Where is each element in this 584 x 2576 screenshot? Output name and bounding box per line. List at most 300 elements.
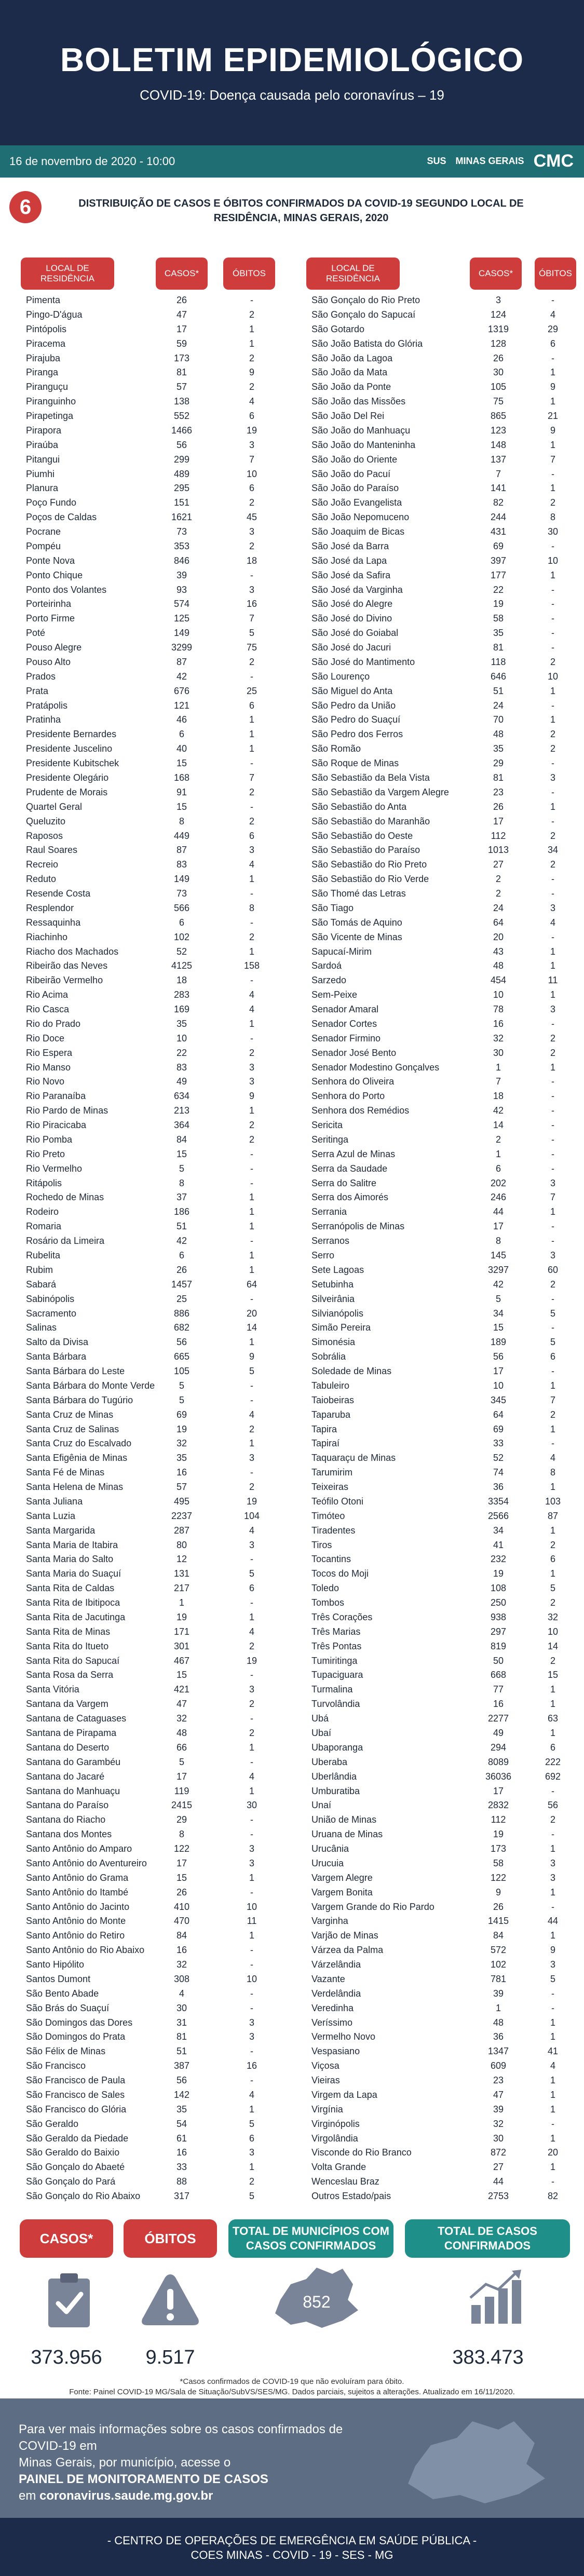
obitos-value: 2 (249, 309, 254, 320)
table-row (311, 1062, 581, 1073)
obitos-value: 3 (550, 772, 555, 783)
municipio-name: São Gotardo (311, 323, 365, 334)
obitos-value: 2 (550, 1539, 555, 1550)
obitos-value: 3 (249, 439, 254, 450)
municipio-name: São Geraldo do Baixio (26, 2147, 120, 2158)
obitos-value: 2 (550, 1655, 555, 1666)
obitos-value: 3 (249, 584, 254, 595)
obitos-value: 692 (545, 1771, 561, 1782)
casos-value: 244 (490, 512, 507, 523)
casos-value: 81 (493, 642, 504, 653)
casos-value: 33 (176, 2162, 187, 2173)
casos-value: 32 (176, 1438, 187, 1449)
casos-value: 295 (173, 483, 190, 494)
table-row (311, 932, 581, 942)
table-row (26, 541, 286, 551)
obitos-value: 2 (550, 1814, 555, 1825)
municipio-name: Tarumirim (311, 1467, 352, 1478)
municipio-name: São José da Barra (311, 540, 389, 551)
casos-value: 40 (176, 743, 187, 754)
obitos-value: 4 (550, 917, 555, 928)
table-row (26, 831, 286, 841)
municipio-name: Piranga (26, 367, 59, 378)
municipio-name: São José do Goiabal (311, 628, 399, 639)
municipio-name: Piranguinho (26, 396, 76, 407)
table-row (26, 758, 286, 768)
table-row (311, 1322, 581, 1333)
municipio-name: Raul Soares (26, 845, 78, 856)
municipio-name: Santa Rita de Minas (26, 1626, 111, 1637)
municipio-name: Santana da Vargem (26, 1699, 108, 1710)
table-row (311, 1540, 581, 1550)
obitos-value: - (551, 1120, 554, 1131)
table-row (311, 541, 581, 551)
casos-value: 49 (176, 1076, 187, 1087)
casos-value: 26 (493, 352, 504, 363)
casos-value: 31 (176, 2017, 187, 2028)
table-row (311, 1105, 581, 1116)
municipio-name: Pingo-D'água (26, 309, 83, 320)
table-row (311, 570, 581, 580)
municipio-name: Santo Antônio do Monte (26, 1916, 126, 1927)
casos-value: 17 (176, 323, 187, 334)
casos-value: 173 (173, 352, 190, 363)
table-row (26, 1800, 286, 1810)
casos-value: 149 (173, 874, 190, 885)
table-row (26, 599, 286, 609)
casos-value: 17 (493, 1221, 504, 1232)
municipio-name: Vazante (311, 1973, 345, 1984)
table-row (26, 1279, 286, 1290)
casos-value: 495 (173, 1496, 190, 1507)
municipio-name: Santa Efigênia de Minas (26, 1453, 128, 1463)
municipio-name: Queluzito (26, 816, 66, 826)
table-row (26, 1236, 286, 1246)
obitos-value: 1 (550, 801, 555, 812)
municipio-name: Pirajuba (26, 352, 61, 363)
municipio-name: São Domingos do Prata (26, 2031, 126, 2042)
casos-value: 78 (493, 1004, 504, 1015)
obitos-value: - (250, 1033, 253, 1043)
table-row (26, 1019, 286, 1029)
municipio-name: Sapucaí-Mirim (311, 946, 372, 957)
table-row (26, 1438, 286, 1448)
table-row (26, 729, 286, 739)
municipio-name: Três Pontas (311, 1640, 362, 1651)
municipio-name: São Pedro dos Ferros (311, 729, 403, 740)
municipio-name: Rio Pomba (26, 1134, 73, 1145)
footer-text (0, 2533, 584, 2563)
casos-value: 15 (176, 1670, 187, 1680)
table-row (26, 1684, 286, 1694)
obitos-value: 2 (249, 1482, 254, 1493)
table-row (26, 1163, 286, 1174)
table-row (26, 1076, 286, 1087)
casos-value: 1013 (487, 845, 509, 856)
table-row (26, 353, 286, 363)
municipio-name: Sericita (311, 1120, 343, 1131)
casos-value: 39 (493, 2104, 504, 2114)
municipio-name: Santa Fé de Minas (26, 1467, 105, 1478)
obitos-value: 16 (246, 2060, 257, 2071)
table-row (26, 1453, 286, 1463)
obitos-value: 1 (249, 1018, 254, 1029)
obitos-value: 4 (249, 1525, 254, 1536)
casos-value: 16 (493, 1699, 504, 1710)
obitos-value: 30 (246, 1800, 257, 1811)
casos-value: 2277 (487, 1713, 509, 1724)
obitos-value: - (551, 1148, 554, 1159)
table-row (26, 1656, 286, 1666)
bar-chart-growth-icon (467, 2269, 524, 2328)
municipio-name: Vargem Grande do Rio Pardo (311, 1901, 434, 1912)
municipio-name: Veríssimo (311, 2017, 353, 2028)
table-row (311, 1829, 581, 1839)
table-row (311, 2003, 581, 2013)
table-row (311, 1525, 581, 1536)
table-row (311, 1612, 581, 1622)
obitos-value: 3 (249, 1684, 254, 1695)
obitos-value: - (250, 917, 253, 928)
municipio-name: Três Marias (311, 1626, 361, 1637)
casos-value: 9 (495, 1887, 501, 1897)
municipio-name: São Sebastião da Vargem Alegre (311, 787, 449, 797)
table-row (311, 1843, 581, 1854)
municipio-name: São Pedro do Suaçuí (311, 714, 401, 725)
table-row (311, 1959, 581, 1970)
casos-value: 46 (176, 714, 187, 725)
obitos-value: 1 (249, 1438, 254, 1449)
casos-value: 676 (173, 685, 190, 696)
casos-value: 2 (495, 874, 501, 885)
obitos-value: - (250, 295, 253, 305)
obitos-value: 4 (550, 309, 555, 320)
casos-value: 35 (493, 628, 504, 639)
casos-value: 19 (493, 1568, 504, 1579)
municipio-name: Prados (26, 671, 56, 682)
municipio-name: Santa Bárbara do Leste (26, 1366, 125, 1377)
footer (0, 2518, 584, 2576)
municipio-name: Seritinga (311, 1134, 349, 1145)
table-row (311, 946, 581, 957)
footnote-line-1: *Casos confirmados de COVID-19 que não evoluíram para óbito. (180, 2377, 404, 2386)
municipio-name: Várzelândia (311, 1959, 361, 1970)
table-row (311, 1467, 581, 1477)
table-row (26, 802, 286, 812)
table-row (26, 2176, 286, 2187)
table-row (311, 859, 581, 870)
municipio-name: Tumiritinga (311, 1655, 358, 1666)
casos-value: 30 (176, 2002, 187, 2013)
table-row (311, 1713, 581, 1724)
obitos-value: 3 (550, 902, 555, 913)
casos-value: 177 (490, 570, 507, 580)
table-row (311, 1641, 581, 1651)
obitos-value: 3 (249, 1858, 254, 1868)
municipio-name: Volta Grande (311, 2162, 366, 2173)
municipio-name: Poté (26, 628, 46, 639)
casos-value: 102 (173, 931, 190, 942)
obitos-value: 104 (243, 1510, 260, 1521)
municipio-name: Resende Costa (26, 888, 91, 899)
casos-value: 454 (490, 975, 507, 986)
obitos-value: - (551, 1134, 554, 1145)
casos-value: 1319 (487, 323, 509, 334)
municipio-name: Timóteo (311, 1510, 345, 1521)
table-row (26, 2075, 286, 2085)
obitos-value: 20 (246, 1308, 257, 1319)
casos-value: 5 (179, 1163, 184, 1174)
municipio-name: União de Minas (311, 1814, 377, 1825)
municipio-name: Reduto (26, 874, 57, 885)
municipio-name: Tapira (311, 1423, 337, 1434)
casos-value: 29 (176, 1814, 187, 1825)
obitos-value: 5 (550, 1337, 555, 1348)
obitos-value: - (250, 975, 253, 986)
table-row (311, 1308, 581, 1319)
casos-value: 1 (495, 1148, 501, 1159)
municipio-name: Rio Acima (26, 989, 69, 1000)
table-row (26, 787, 286, 797)
casos-value: 1 (179, 1597, 184, 1608)
obitos-value: 3 (249, 1453, 254, 1463)
municipio-name: São Romão (311, 743, 361, 754)
casos-value: 297 (490, 1626, 507, 1637)
table-row (311, 1279, 581, 1290)
municipio-name: Santo Antônio do Jacinto (26, 1901, 130, 1912)
obitos-value: 1 (550, 946, 555, 957)
municipio-name: Riachinho (26, 931, 68, 942)
municipio-name: Rio Pardo de Minas (26, 1105, 108, 1116)
obitos-value: 2 (550, 1033, 555, 1043)
casos-value: 22 (176, 1047, 187, 1058)
obitos-value: - (250, 758, 253, 769)
obitos-value: - (250, 1467, 253, 1478)
obitos-value: 6 (249, 1583, 254, 1594)
municipio-name: Santana de Cataguases (26, 1713, 127, 1724)
table-row (26, 1004, 286, 1014)
municipio-name: São Sebastião do Oeste (311, 830, 413, 841)
casos-value: 32 (176, 1959, 187, 1970)
table-row (311, 512, 581, 522)
obitos-value: - (551, 2002, 554, 2013)
municipio-name: Serro (311, 1250, 335, 1260)
obitos-value: - (551, 1221, 554, 1232)
casos-value: 70 (493, 714, 504, 725)
casos-value: 77 (493, 1684, 504, 1695)
casos-value: 137 (490, 454, 507, 465)
table-row (26, 1048, 286, 1058)
casos-value: 50 (493, 1655, 504, 1666)
table-row (26, 743, 286, 754)
municipio-name: Wenceslau Braz (311, 2176, 379, 2187)
painel-link[interactable]: coronavirus.saude.mg.gov.br (39, 2489, 213, 2503)
municipio-name: Rubelita (26, 1250, 61, 1260)
municipio-name: São José do Alegre (311, 599, 393, 609)
table-row (311, 338, 581, 349)
casos-value: 51 (176, 1221, 187, 1232)
municipio-name: Santana do Deserto (26, 1742, 110, 1753)
casos-value: 2237 (171, 1510, 193, 1521)
municipio-name: São Francisco de Sales (26, 2089, 125, 2100)
col-header-obitos-left: ÓBITOS (223, 257, 275, 290)
obitos-value: - (250, 1163, 253, 1174)
obitos-value: 10 (547, 555, 559, 566)
municipio-name: Virginópolis (311, 2118, 360, 2129)
casos-value: 51 (176, 2046, 187, 2057)
obitos-value: 4 (550, 2060, 555, 2071)
casos-value: 123 (490, 425, 507, 436)
obitos-value: 1 (550, 367, 555, 378)
casos-value: 69 (493, 1423, 504, 1434)
municipio-name: Senador Modestino Gonçalves (311, 1062, 440, 1073)
casos-value: 41 (493, 1539, 504, 1550)
casos-value: 2415 (171, 1800, 193, 1811)
casos-value: 58 (493, 1858, 504, 1868)
municipio-name: Santana do Manhuaçu (26, 1785, 120, 1796)
obitos-value: - (551, 1438, 554, 1449)
obitos-value: 2 (249, 1423, 254, 1434)
table-row (26, 845, 286, 855)
obitos-value: - (250, 888, 253, 899)
casos-value: 34 (493, 1525, 504, 1536)
municipio-name: Pirapora (26, 425, 62, 436)
logo-bar (427, 151, 574, 171)
table-row (311, 2162, 581, 2172)
obitos-value: 60 (547, 1264, 559, 1275)
obitos-value: 10 (246, 1973, 257, 1984)
casos-value: 121 (173, 700, 190, 711)
obitos-value: - (250, 1236, 253, 1246)
casos-value: 173 (490, 1843, 507, 1854)
municipio-name: São Sebastião do Maranhão (311, 816, 430, 826)
table-row (311, 1438, 581, 1448)
table-row (311, 1656, 581, 1666)
municipio-name: Uberlândia (311, 1771, 357, 1782)
table-row (26, 1843, 286, 1854)
obitos-value: - (551, 888, 554, 899)
casos-value: 421 (173, 1684, 190, 1695)
table-row (26, 1120, 286, 1130)
table-row (26, 2017, 286, 2028)
casos-value: 48 (493, 960, 504, 971)
casos-value: 82 (493, 497, 504, 508)
municipio-name: São Francisco do Glória (26, 2104, 127, 2114)
table-row (26, 1713, 286, 1724)
table-row (311, 714, 581, 725)
obitos-value: - (551, 1163, 554, 1174)
obitos-value: 2 (550, 656, 555, 667)
obitos-value: 20 (547, 2147, 559, 2158)
municipio-name: Santa Rita do Itueto (26, 1640, 109, 1651)
obitos-value: - (551, 599, 554, 609)
obitos-value: 11 (247, 1916, 257, 1927)
table-row (311, 700, 581, 711)
table-row (26, 1959, 286, 1970)
table-row (26, 338, 286, 349)
table-row (311, 743, 581, 754)
municipio-name: Rio Espera (26, 1047, 73, 1058)
obitos-value: 1 (249, 1742, 254, 1753)
obitos-value: 1 (550, 1699, 555, 1710)
obitos-value: 2 (249, 931, 254, 942)
municipio-name: Taquaraçu de Minas (311, 1453, 396, 1463)
table-row (26, 570, 286, 580)
municipio-name: Serra da Saudade (311, 1163, 388, 1174)
obitos-value: 4 (550, 1453, 555, 1463)
obitos-value: 1 (550, 2104, 555, 2114)
obitos-value: - (250, 2046, 253, 2057)
obitos-value: 19 (246, 1655, 257, 1666)
municipio-name: Sardoá (311, 960, 342, 971)
casos-value: 56 (176, 439, 187, 450)
casos-value: 3299 (171, 642, 193, 653)
casos-value: 886 (173, 1308, 190, 1319)
table-row (311, 2104, 581, 2114)
casos-value: 665 (173, 1351, 190, 1362)
casos-value: 1621 (171, 512, 193, 523)
municipio-name: São João Del Rei (311, 411, 385, 422)
casos-value: 148 (490, 439, 507, 450)
municipio-name: São João da Ponte (311, 382, 391, 392)
obitos-value: 5 (550, 1583, 555, 1594)
table-row (311, 411, 581, 421)
casos-value: 105 (490, 382, 507, 392)
municipio-name: Pratinha (26, 714, 61, 725)
municipio-name: Santa Rosa da Serra (26, 1670, 114, 1680)
casos-value: 1 (495, 2002, 501, 2013)
municipio-name: Pompéu (26, 540, 61, 551)
obitos-value: 34 (547, 845, 559, 856)
table-row (26, 512, 286, 522)
table-row (26, 1626, 286, 1637)
table-row (26, 2003, 286, 2013)
table-row (26, 874, 286, 884)
obitos-value: 4 (249, 1409, 254, 1420)
obitos-value: - (551, 1322, 554, 1333)
obitos-value: 6 (249, 2133, 254, 2144)
table-row (311, 1974, 581, 1984)
casos-value: 15 (176, 1872, 187, 1883)
casos-value: 56 (493, 1351, 504, 1362)
casos-value: 15 (493, 1322, 504, 1333)
municipio-name: São Gonçalo do Pará (26, 2176, 116, 2187)
obitos-value: - (250, 1814, 253, 1825)
table-row (311, 1597, 581, 1608)
obitos-value: - (551, 352, 554, 363)
municipio-name: Senador Amaral (311, 1004, 379, 1015)
obitos-value: 1 (249, 1221, 254, 1232)
table-row (311, 831, 581, 841)
table-row (26, 469, 286, 479)
table-row (26, 1612, 286, 1622)
casos-value: 26 (493, 1901, 504, 1912)
obitos-value: 1 (550, 1423, 555, 1434)
casos-value: 364 (173, 1120, 190, 1131)
municipio-name: Prudente de Morais (26, 787, 108, 797)
table-row (26, 526, 286, 537)
municipio-name: Rio do Prado (26, 1018, 81, 1029)
casos-value: 112 (491, 1814, 506, 1825)
municipio-name: Silvianópolis (311, 1308, 364, 1319)
obitos-value: 15 (547, 1670, 559, 1680)
obitos-value: 2 (249, 816, 254, 826)
municipio-name: Ritápolis (26, 1177, 62, 1188)
obitos-value: - (250, 1293, 253, 1304)
casos-value: 17 (176, 1858, 187, 1868)
obitos-value: 3 (249, 2031, 254, 2042)
table-row (311, 758, 581, 768)
